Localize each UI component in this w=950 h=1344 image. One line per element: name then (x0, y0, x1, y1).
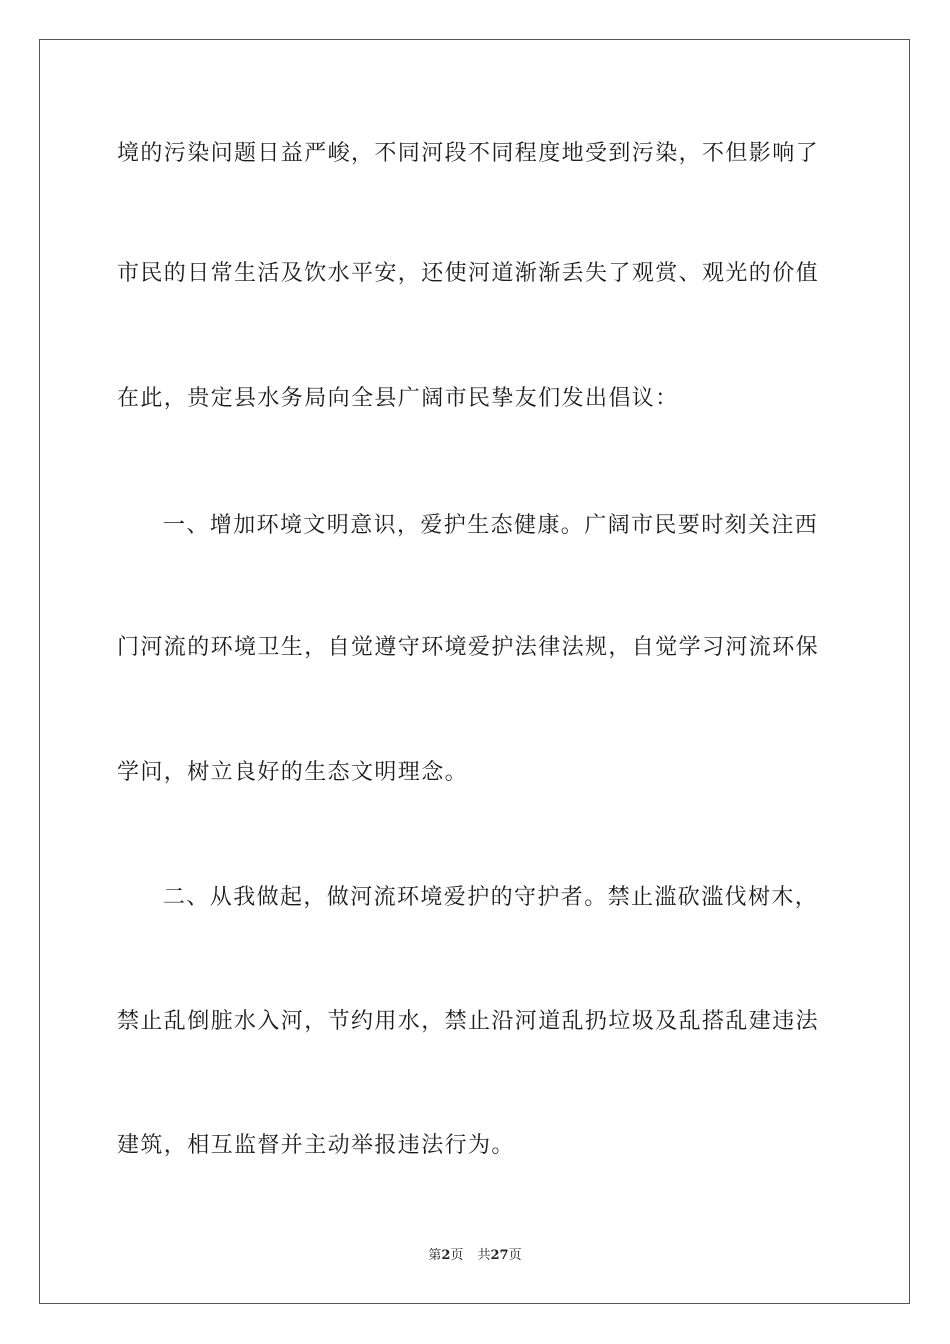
paragraph-line: 境的污染问题日益严峻，不同河段不同程度地受到污染，不但影响了 (117, 141, 820, 166)
paragraph-line-indented: 一、增加环境文明意识，爱护生态健康。广阔市民要时刻关注西 (163, 513, 819, 538)
paragraph-line: 禁止乱倒脏水入河，节约用水，禁止沿河道乱扔垃圾及乱搭乱建违法 (117, 1009, 820, 1034)
total-suffix: 页 (508, 1248, 522, 1263)
paragraph-line: 学问，树立良好的生态文明理念。 (117, 760, 469, 785)
page-number: 2 (441, 1248, 451, 1263)
paragraph-line: 门河流的环境卫生，自觉遵守环境爱护法律法规，自觉学习河流环保 (117, 635, 820, 660)
page-prefix: 第 (428, 1248, 442, 1263)
paragraph-line: 市民的日常生活及饮水平安，还使河道渐渐丢失了观赏、观光的价值 (117, 261, 820, 286)
page-suffix: 页 (450, 1248, 464, 1263)
page-border (39, 39, 910, 1304)
paragraph-line-indented: 二、从我做起，做河流环境爱护的守护者。禁止滥砍滥伐树木， (163, 885, 819, 910)
total-pages: 27 (490, 1248, 509, 1263)
paragraph-line: 在此，贵定县水务局向全县广阔市民挚友们发出倡议： (117, 386, 679, 411)
total-prefix: 共 (477, 1248, 491, 1263)
page-footer (0, 1247, 950, 1265)
paragraph-line: 建筑，相互监督并主动举报违法行为。 (117, 1133, 515, 1158)
